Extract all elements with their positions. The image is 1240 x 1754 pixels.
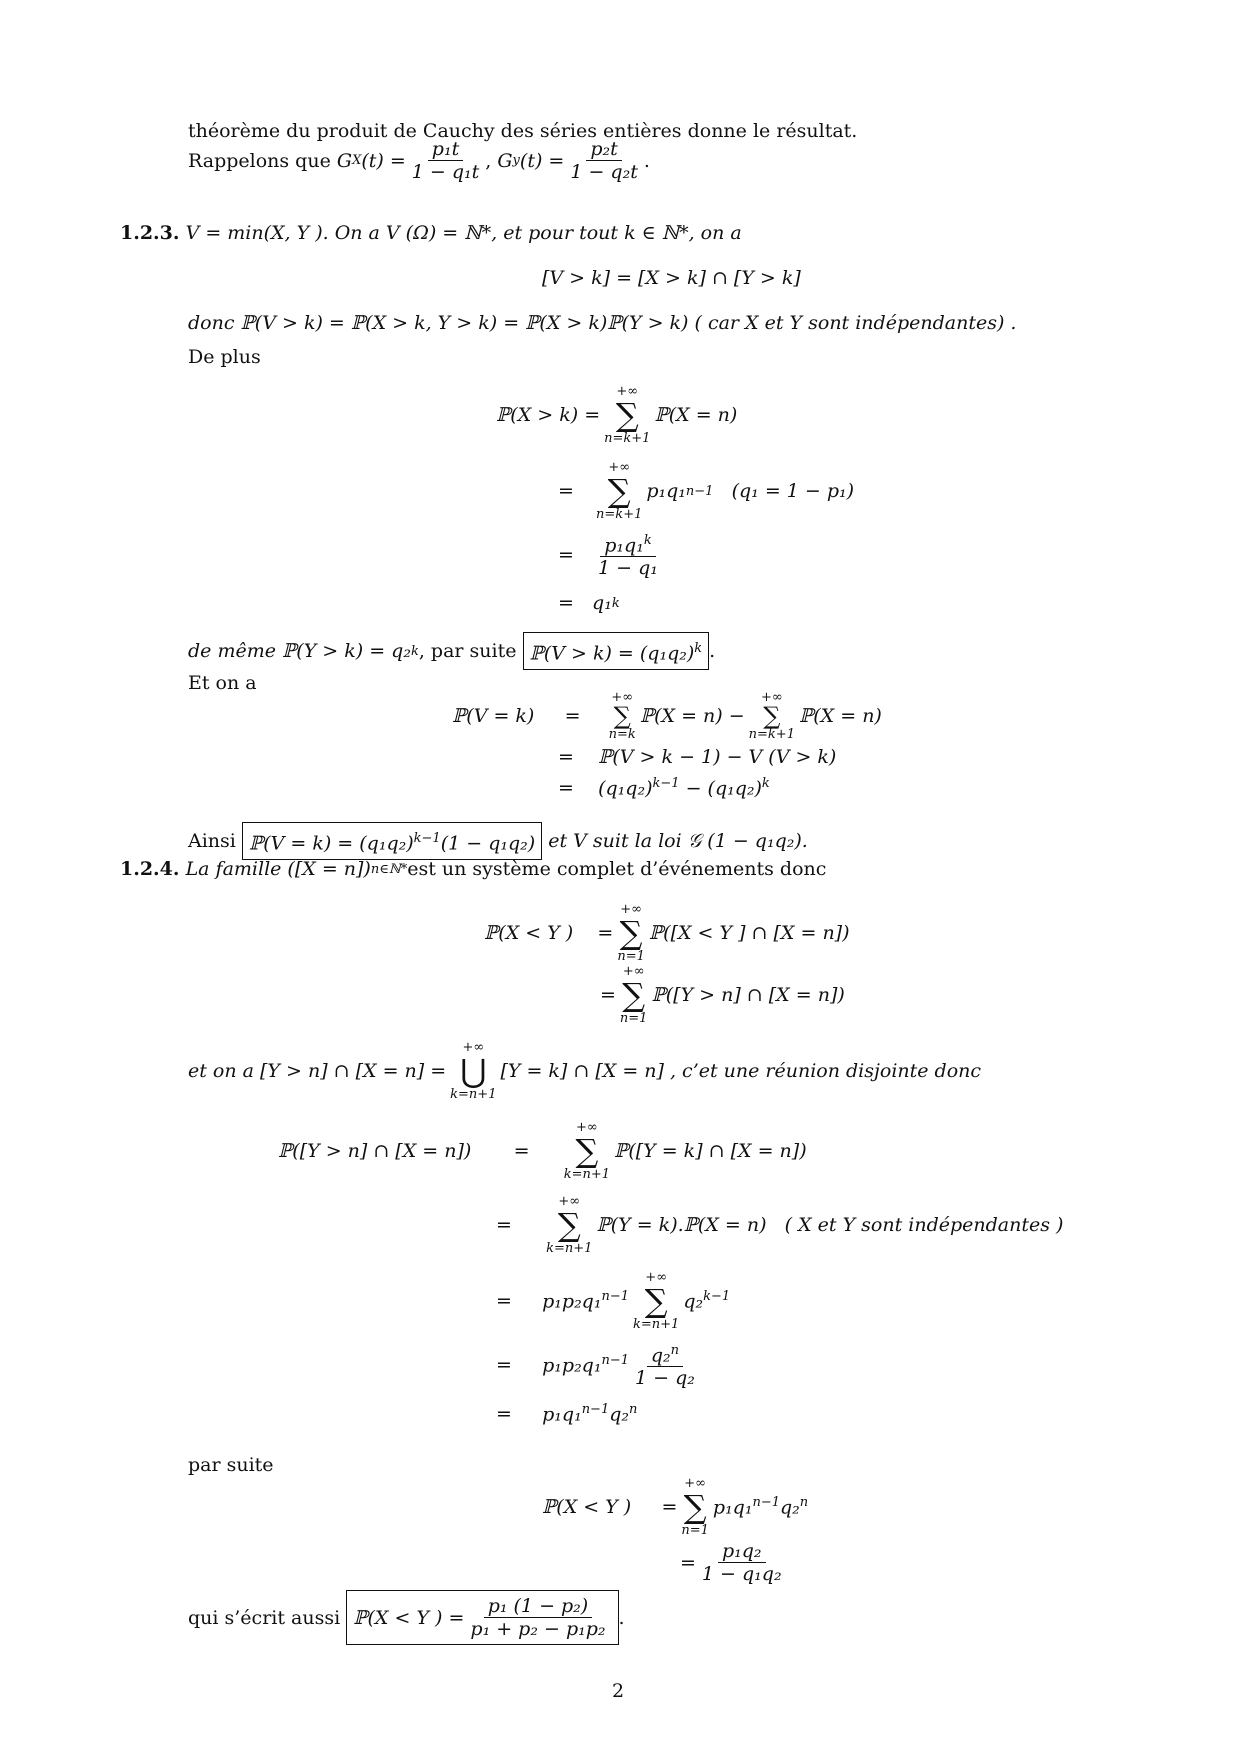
famille: La famille ([X = n]) (185, 858, 371, 880)
sum-top: +∞ (608, 460, 631, 475)
gx-lhs: G (336, 149, 353, 172)
final-pre: qui s’écrit aussi (188, 1606, 341, 1629)
donc-formula: donc ℙ(V > k) = ℙ(X > k, Y > k) = ℙ(X > k)ℙ(Y > k) (188, 312, 689, 334)
eq-sign: = (558, 592, 574, 614)
gx-den: 1 − q₁t (411, 161, 480, 183)
r-line-2: = $\frac{\text{p₁q₂}}{\text{1 − q₁q₂}}$ (680, 1540, 788, 1585)
sum-body: ℙ(X = n) (654, 404, 738, 426)
gx-num: p₁t (428, 138, 463, 161)
fraction (594, 530, 662, 579)
fraction-num: p₁q₂ (718, 1540, 766, 1563)
box-end: . (709, 640, 716, 663)
fraction-num: q₂$^n$ (647, 1340, 683, 1367)
ainsi-end: et V suit la loi 𝒢 (1 − q₁q₂). (548, 830, 808, 853)
sum-body: p₁q₁ (646, 480, 686, 502)
sum-body: ℙ(X = n) (798, 705, 882, 727)
sigma-icon: ∑ (575, 1132, 599, 1170)
q-line-4: = p₁p₂q₁$^{n-1}$ $\frac{q_2^n}{\text{1 − q₂}}$ (496, 1340, 701, 1389)
gy-lhs: G (497, 149, 513, 172)
sigma-icon: ∑ (644, 1282, 668, 1320)
fraction-num: p₁ (1 − p₂) (484, 1595, 593, 1618)
text-line: théorème du produit de Cauchy des séries entières donne le résultat. (188, 120, 858, 142)
sum-bottom: n=k+1 (596, 507, 643, 522)
sum-line-1 (496, 384, 737, 446)
section-label: 1.2.3. (120, 222, 180, 244)
pv-line-1 (452, 690, 882, 742)
sum-operator: +∞ ∑ n=1 (681, 1476, 709, 1538)
fraction-num: p₁q₁$^k$ (600, 530, 655, 557)
recall-end: . (643, 149, 650, 172)
par-suite: par suite (188, 1454, 274, 1476)
boxed-result-1: ℙ(V > $k) = (q_1q_2)^k$ (523, 632, 710, 670)
sum-note: ( X et Y sont indépendantes ) (784, 1214, 1064, 1236)
eq-sign: = (558, 543, 574, 566)
fraction (631, 1340, 699, 1389)
q-line-3: = p₁p₂q₁$^{n-1}$ +∞ ∑ k=n+1 q₂$^{k-1}$ (496, 1270, 731, 1332)
final-line (188, 1590, 625, 1645)
page-number: 2 (612, 1680, 625, 1702)
pv-line-3: = $(q_1q_2)^{k-1} - (q_1q_2)^k$ (558, 776, 770, 800)
pv-line-2: = ℙ(V > k − 1) − V (V > k) (558, 746, 837, 768)
recall-line (188, 138, 650, 183)
union-pre: et on a [Y > n] ∩ [X = n] = (188, 1060, 447, 1082)
q-l5: p₁q₁$^{n-1}$q₂$^n$ (542, 1402, 638, 1426)
recall-sep: , (485, 149, 492, 172)
sigma-icon: ∑ (615, 396, 639, 434)
section-1-2-3-intro (120, 220, 742, 246)
gy-num: p₂t (586, 138, 621, 161)
sum-exp: n−1 (685, 483, 714, 499)
sigma-icon: ∑ (607, 472, 631, 510)
result: q₁ (592, 592, 612, 614)
section-1-2-4-intro (120, 858, 826, 880)
de-plus: De plus (188, 346, 261, 368)
gx-fraction (408, 138, 484, 183)
fraction (466, 1595, 609, 1640)
fraction-den: 1 − q₂ (635, 1367, 695, 1390)
q-line-5: = p₁q₁$^{n-1}$q₂$^n$ (496, 1402, 638, 1426)
event-equation: [V > k] = [X > k] ∩ [Y > k] (542, 267, 801, 289)
eq-sign: = (558, 480, 574, 502)
q-lhs: ℙ([Y > n] ∩ [X = n]) (278, 1140, 472, 1162)
gy-arg: (t) = (519, 149, 565, 172)
famille-sub: n∈ℕ* (370, 861, 408, 877)
eq-sign: = (564, 705, 581, 727)
sum-operator: +∞ ∑ k=n+1 (563, 1120, 611, 1182)
sum-body: ℙ(X = n) − (639, 705, 745, 727)
fraction-den: 1 − q₁ (598, 557, 658, 580)
sum-body: ℙ([Y = k] ∩ [X = n]) (614, 1140, 807, 1162)
sum-body: ℙ(Y = k).ℙ(X = n) (596, 1214, 767, 1236)
famille-end: est un système complet d’événements donc (407, 858, 827, 880)
section-label: 1.2.4. (120, 858, 180, 880)
sum-top: +∞ (616, 384, 639, 399)
sigma-icon: ∑ (613, 702, 631, 730)
de-meme-line (188, 632, 715, 670)
sum-line-3 (558, 530, 664, 579)
union-line (188, 1040, 981, 1102)
donc-line (188, 310, 1016, 336)
gy-den: 1 − q₂t (570, 161, 638, 183)
sum-body: p₁q₁$^{n-1}$q₂$^n$ (712, 1495, 809, 1519)
sigma-icon: ∑ (557, 1206, 581, 1244)
boxed-result-2: ℙ(V = $k) = (q_1q_2)^{k-1}(1 - q_1q_2)$ (242, 822, 542, 860)
sum-body: ℙ([Y > n] ∩ [X = n]) (651, 984, 845, 1006)
gx-sub: X (352, 153, 362, 168)
gy-fraction (566, 138, 642, 183)
sum-operator: +∞ ∑ k=n+1 (633, 1270, 680, 1332)
sum-line-2 (558, 460, 854, 522)
sum-operator: +∞ ∑ n=1 (617, 902, 645, 964)
ainsi-line (188, 822, 808, 860)
p-lhs: ℙ(X < Y ) (484, 922, 574, 944)
result-exp: k (611, 595, 620, 611)
p-line-2: = +∞ ∑ n=1 ℙ([Y > n] ∩ [X = n]) (600, 964, 845, 1026)
q-l4-pre: p₁p₂q₁$^{n-1}$ (542, 1353, 630, 1377)
q-line-1: ℙ([Y > n] ∩ [X = n]) = +∞ ∑ k=n+1 ℙ([Y = k] ∩ [X = n]) (278, 1120, 807, 1182)
final-end: . (618, 1606, 625, 1629)
fraction-den: p₁ + p₂ − p₁p₂ (470, 1618, 606, 1640)
sum-operator: +∞ ∑ k=n+1 (546, 1194, 593, 1256)
r-lhs: ℙ(X < Y ) (542, 1496, 632, 1518)
sum-operator (604, 384, 650, 446)
et-on-a: Et on a (188, 672, 257, 694)
sum-operator: +∞ ∑ n=k (608, 690, 636, 742)
sum-note: (q₁ = 1 − p₁) (731, 480, 855, 502)
sigma-icon: ∑ (619, 914, 643, 952)
donc-reason: ( car X et Y sont indépendantes) . (694, 312, 1017, 334)
sum-line-4 (558, 592, 620, 614)
sigma-icon: ∑ (763, 702, 781, 730)
r-line-1: ℙ(X < Y ) = +∞ ∑ n=1 p₁q₁$^{n-1}$q₂$^n$ (542, 1476, 809, 1538)
pv-l3: $(q_1q_2)^{k-1} - (q_1q_2)^k$ (598, 776, 770, 800)
sum-operator: +∞ ∑ n=k+1 (748, 690, 795, 742)
fraction-den: 1 − q₁q₂ (701, 1563, 782, 1585)
section-intro: V = min(X, Y ). On a V (Ω) = ℕ*, et pour tout k ∈ ℕ*, on a (185, 222, 742, 244)
sum-operator: +∞ ∑ n=1 (619, 964, 648, 1026)
union-icon: ⋃ (460, 1052, 487, 1090)
sum-body: ℙ([X < Y ] ∩ [X = n]) (648, 922, 850, 944)
pv-l2: ℙ(V > k − 1) − V (V > k) (598, 746, 837, 768)
de-meme-exp: k (410, 643, 419, 659)
sum-body: q₂$^{k-1}$ (683, 1289, 731, 1313)
ainsi: Ainsi (188, 830, 236, 853)
boxed-final: ℙ(X < Y ) = $\frac{\text{p₁ (1 − p₂)}}{\text{p₁ + p₂ − p₁p₂}}$ (346, 1590, 618, 1645)
sigma-icon: ∑ (622, 976, 646, 1014)
pv-lhs: ℙ(V = k) (452, 705, 535, 727)
sum-operator (596, 460, 642, 522)
p-line-1: ℙ(X < Y ) = +∞ ∑ n=1 ℙ([X < Y ] ∩ [X = n]) (484, 902, 850, 964)
fraction (698, 1540, 786, 1585)
union-operator: +∞ ⋃ k=n+1 (450, 1040, 497, 1102)
union-body: [Y = k] ∩ [X = n] , c’et une réunion disjointe donc (500, 1060, 982, 1082)
q-line-2: = +∞ ∑ k=n+1 ℙ(Y = k).ℙ(X = n) ( X et Y sont indépendantes ) (496, 1194, 1064, 1256)
sigma-icon: ∑ (683, 1488, 707, 1526)
par-suite: , par suite (418, 640, 517, 663)
recall-prefix: Rappelons que (188, 149, 331, 172)
de-meme: de même ℙ(Y > k) = q₂ (188, 640, 411, 663)
gx-arg: (t) = (361, 149, 406, 172)
gy-sub: y (512, 153, 520, 168)
sum-bottom: n=k+1 (604, 431, 651, 446)
sum-lhs: ℙ(X > k) = (496, 404, 601, 426)
q-l3-pre: p₁p₂q₁$^{n-1}$ (542, 1289, 630, 1313)
